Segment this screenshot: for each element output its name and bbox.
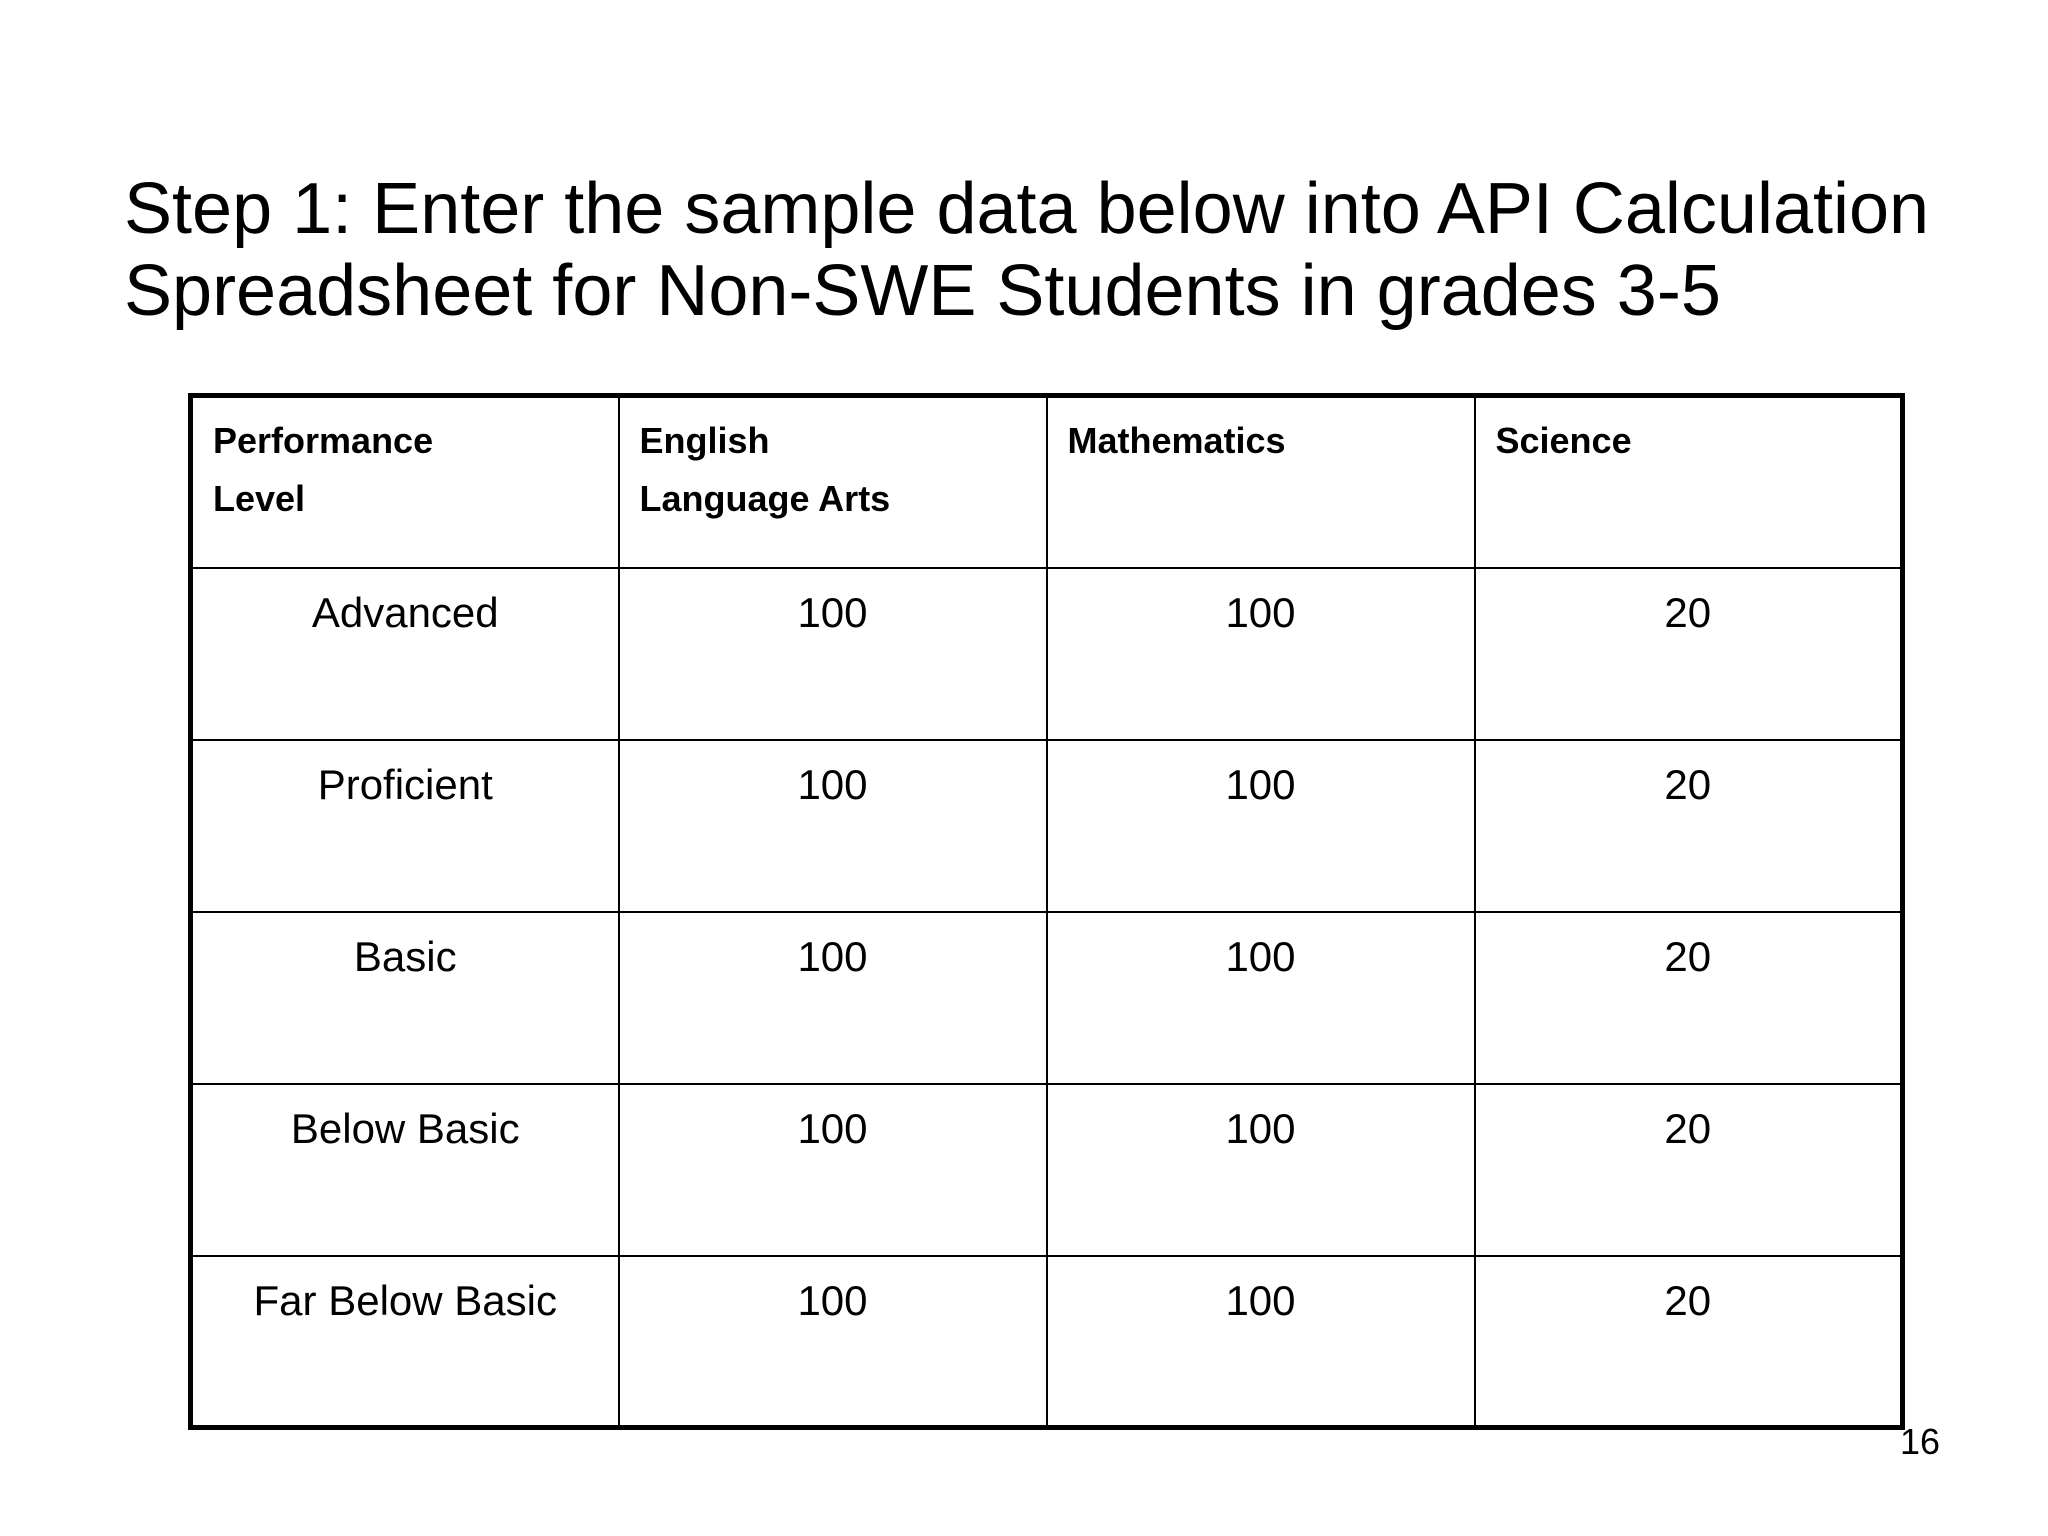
cell-mathematics: 100	[1047, 740, 1475, 912]
header-science	[1475, 396, 1903, 568]
table-row	[191, 912, 1903, 1084]
header-mathematics	[1047, 396, 1475, 568]
cell-mathematics: 100	[1047, 568, 1475, 740]
cell-science: 20	[1475, 568, 1903, 740]
table-row	[191, 568, 1903, 740]
table-row	[191, 740, 1903, 912]
cell-performance-level: Below Basic	[191, 1084, 619, 1256]
slide-title-line-1: Step 1: Enter the sample data below into API Calculation	[124, 169, 1930, 249]
cell-english: 100	[619, 1256, 1047, 1428]
cell-science: 20	[1475, 912, 1903, 1084]
cell-english: 100	[619, 1084, 1047, 1256]
header-line: Mathematics	[1067, 420, 1286, 461]
cell-mathematics: 100	[1047, 1256, 1475, 1428]
cell-mathematics: 100	[1047, 912, 1475, 1084]
cell-english: 100	[619, 912, 1047, 1084]
cell-performance-level: Far Below Basic	[191, 1256, 619, 1428]
cell-performance-level: Basic	[191, 912, 619, 1084]
table-row	[191, 1084, 1903, 1256]
cell-english: 100	[619, 740, 1047, 912]
cell-mathematics: 100	[1047, 1084, 1475, 1256]
cell-english: 100	[619, 568, 1047, 740]
header-line: Performance	[213, 420, 434, 461]
cell-science: 20	[1475, 1256, 1903, 1428]
performance-data-table	[188, 393, 1905, 1430]
header-english-language-arts	[619, 396, 1047, 568]
slide-title	[124, 168, 1944, 332]
slide-title-line-2: Spreadsheet for Non-SWE Students in grades 3-5	[124, 251, 1721, 331]
header-line: Language Arts	[639, 478, 891, 519]
table-row	[191, 1256, 1903, 1428]
header-line: Science	[1495, 420, 1632, 461]
cell-performance-level: Proficient	[191, 740, 619, 912]
table-header-row	[191, 396, 1903, 568]
header-line: English	[639, 420, 770, 461]
cell-science: 20	[1475, 1084, 1903, 1256]
page-number: 16	[1899, 1421, 1940, 1462]
cell-science: 20	[1475, 740, 1903, 912]
cell-performance-level: Advanced	[191, 568, 619, 740]
header-line: Level	[213, 478, 306, 519]
header-performance-level	[191, 396, 619, 568]
